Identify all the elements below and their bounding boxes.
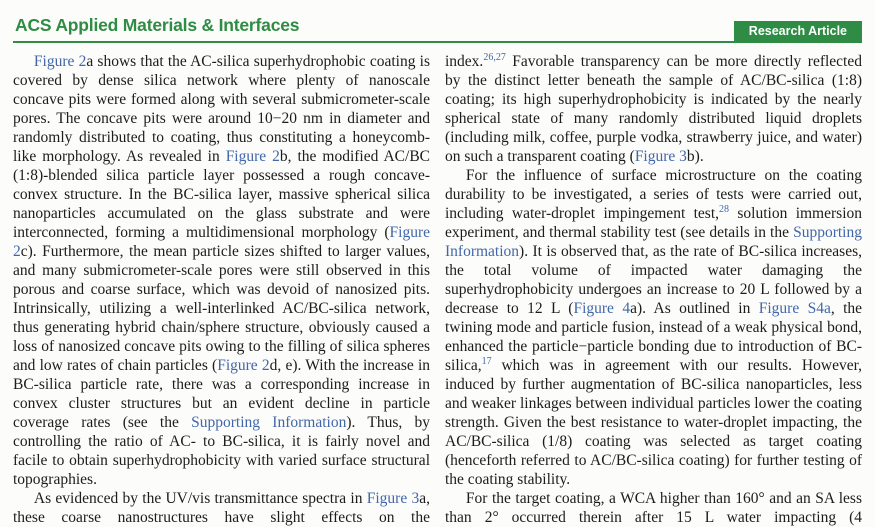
text-run: ). It is observed that, as the rate of BC-silica increases, the total volume of impacted water damaging the superhydrophobicity undergoes an increase to 20 L followed by a decrease to 12 L ( — [445, 243, 862, 317]
figure-link[interactable]: Figure 2 — [33, 53, 87, 70]
figure-link[interactable]: Figure S4a — [758, 300, 831, 317]
text-run: a, these coarse nanostructures have slight effects on the — [13, 490, 430, 526]
text-run: b, the modified AC/BC (1:8)-blended silica particle layer possessed a rough concave-convex structure. In the BC-silica layer, massive spherical silica nanoparticles accumulated on the glass substrate and were interconnected, forming a multidimensional morphology ( — [13, 148, 430, 241]
figure-link[interactable]: Figure 2 — [217, 357, 270, 374]
text-run: d, e). With the increase in BC-silica particle rate, there was a corresponding increase in convex cluster structures but an evident decline in particle coverage rates (see the — [13, 357, 430, 431]
figure-link[interactable]: Figure 3 — [634, 148, 687, 165]
right-column — [445, 52, 862, 527]
reference-superscript-link[interactable]: 26,27 — [483, 51, 506, 63]
paragraph — [13, 489, 430, 527]
paragraph — [13, 52, 430, 489]
text-run: index. — [445, 53, 484, 70]
header-bar — [13, 0, 862, 43]
text-run: ). Thus, by controlling the ratio of AC- to BC-silica, it is fairly novel and facile to obtain superhydrophobicity with varied surface structural topographies. — [13, 414, 430, 488]
supporting-information-link[interactable]: Supporting Information — [445, 224, 862, 260]
text-run: , the twining mode and particle fusion, instead of a weak physical bond, enhanced the particle−particle bonding due to introduction of BC-silica, — [445, 300, 863, 374]
text-run: a shows that the AC-silica superhydrophobic coating is covered by dense silica network where plenty of nanoscale concave pits were formed along with several submicrometer-scale pores. The concave pits were around 10−20 nm in diameter and randomly distributed to coating, thus constituting a honeycomb-like morphology. As revealed in — [13, 53, 430, 165]
text-run: a). As outlined in — [630, 300, 759, 317]
text-run: solution immersion experiment, and thermal stability test (see details in the — [445, 205, 862, 241]
reference-superscript-link[interactable]: 17 — [481, 355, 492, 367]
supporting-information-link[interactable]: Supporting Information — [191, 414, 347, 431]
figure-link[interactable]: Figure 4 — [573, 300, 631, 317]
paragraph — [445, 52, 862, 166]
reference-superscript-link[interactable]: 28 — [719, 203, 730, 215]
figure-link[interactable]: Figure 2 — [13, 224, 430, 260]
two-column-layout — [13, 52, 862, 527]
figure-link[interactable]: Figure 3 — [366, 490, 420, 507]
journal-title: ACS Applied Materials & Interfaces — [15, 15, 300, 35]
text-run: c). Furthermore, the mean particle sizes shifted to larger values, and many submicrometer-scale pores were still observed in this porous and coarse surface, which was devoid of nanosized pits. Intrinsically, utilizing a well-interlinked AC/BC-silica network, thus generating hybrid chain/sphere structure, obviously caused a loss of nanosized concave pits owing to the filling of silica spheres and low rates of chain particles ( — [13, 243, 430, 374]
text-run: For the influence of surface microstructure on the coating durability to be investigated, a series of tests were carried out, including water-droplet impingement test, — [445, 167, 862, 222]
text-run: For the target coating, a WCA higher than 160° and an SA less than 2° occurred therein after 15 L water impacting (4 — [445, 490, 862, 526]
text-run: b). — [686, 148, 704, 165]
paragraph — [445, 489, 862, 527]
text-run: Favorable transparency can be more directly reflected by the distinct letter beneath the sample of AC/BC-silica (1:8) coating; its high superhydrophobicity is indicated by the nearly spherical state of many randomly distributed liquid droplets (including milk, coffee, purple vodka, strawberry juice, and water) on such a transparent coating ( — [445, 53, 862, 165]
paragraph — [445, 166, 862, 489]
text-run: which was in agreement with our results. However, induced by further augmentation of BC-silica nanoparticles, less and weaker linkages between individual particles lower the coating strength. Given the best resistance to water-droplet impacting, the AC/BC-silica (1/8) coating was selected as target coating (henceforth referred to AC/BC-silica coating) for further testing of the coating stability. — [445, 357, 862, 488]
research-article-badge: Research Article — [734, 21, 862, 42]
text-run: As evidenced by the UV/vis transmittance spectra in — [33, 490, 367, 507]
figure-link[interactable]: Figure 2 — [225, 148, 280, 165]
left-column — [13, 52, 430, 527]
